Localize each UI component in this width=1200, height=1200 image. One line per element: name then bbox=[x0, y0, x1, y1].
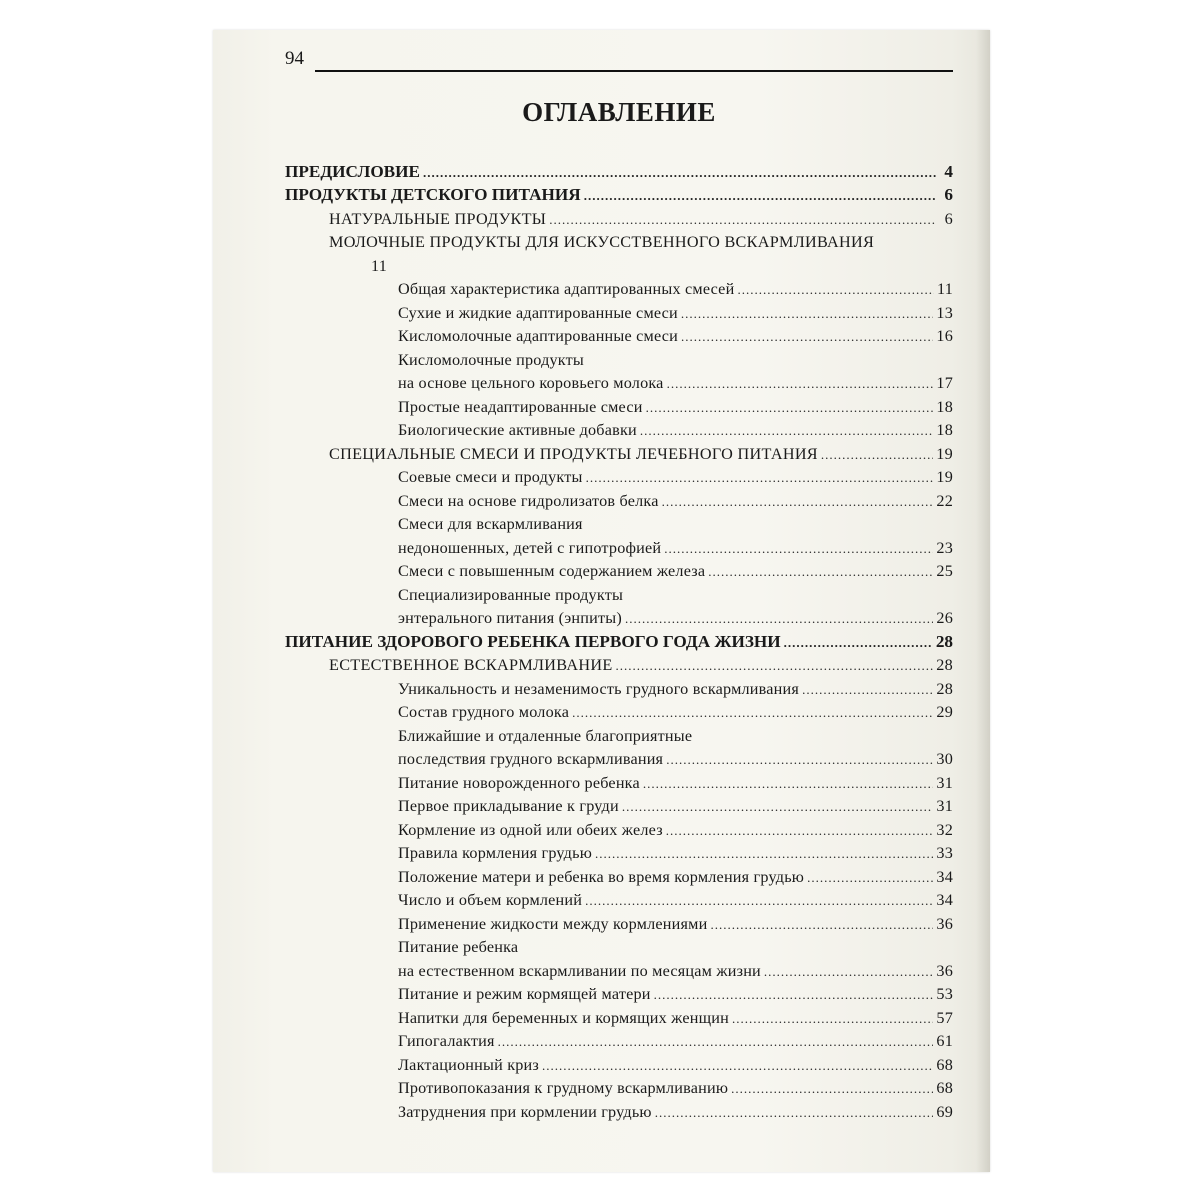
toc-entry-title: Число и объем кормлений bbox=[398, 891, 583, 909]
toc-leader-dots bbox=[681, 328, 933, 346]
page-title: ОГЛАВЛЕНИЕ bbox=[522, 97, 716, 127]
toc-entry bbox=[285, 793, 953, 817]
toc-entry-title: Смеси на основе гидролизатов белка bbox=[398, 491, 659, 510]
toc-entry-title: МОЛОЧНЫЕ ПРОДУКТЫ ДЛЯ ИСКУССТВЕННОГО ВСКАРМЛИВАНИЯ bbox=[329, 233, 875, 251]
toc-entry bbox=[285, 1004, 953, 1028]
toc-entry-page: 28 bbox=[936, 656, 953, 674]
toc-entry-title: Лактационный криз bbox=[398, 1055, 540, 1074]
toc-entry bbox=[285, 182, 953, 206]
toc-entry bbox=[285, 699, 953, 723]
toc-entry bbox=[285, 581, 953, 605]
toc-entry-title: Положение матери и ребенка во время кормления грудью bbox=[398, 867, 805, 886]
toc-entry-title: Питание и режим кормящей матери bbox=[398, 985, 651, 1003]
toc-leader-dots bbox=[807, 869, 933, 887]
toc-entry-title: Кормление из одной или обеих желез bbox=[398, 820, 663, 839]
toc-entry-page: 32 bbox=[936, 820, 953, 839]
toc-entry bbox=[285, 863, 953, 887]
toc-leader-dots bbox=[737, 281, 934, 299]
toc-entry bbox=[285, 1051, 953, 1075]
book-page bbox=[213, 30, 990, 1172]
toc-entry-title: Напитки для беременных и кормящих женщин bbox=[398, 1008, 729, 1027]
toc-entry-title: недоношенных, детей с гипотрофией bbox=[398, 538, 662, 557]
toc-leader-dots bbox=[646, 399, 934, 417]
toc-entry-title: энтерального питания (энпиты) bbox=[398, 609, 622, 627]
toc-entry-page: 36 bbox=[936, 961, 953, 980]
toc-entry-page: 34 bbox=[936, 891, 953, 909]
toc-entry-page: 28 bbox=[935, 631, 953, 651]
toc-entry-title: Правила кормления грудью bbox=[398, 844, 592, 862]
toc-leader-dots bbox=[521, 956, 936, 957]
toc-entry-page: 53 bbox=[936, 985, 953, 1003]
toc-entry-page: 19 bbox=[936, 468, 953, 486]
toc-leader-dots bbox=[549, 211, 936, 229]
toc-leader-dots bbox=[625, 610, 933, 628]
toc-entry-page: 6 bbox=[944, 185, 953, 204]
toc-entry-page: 4 bbox=[944, 161, 953, 181]
toc-entry-page: 30 bbox=[936, 750, 953, 768]
toc-entry bbox=[285, 158, 953, 182]
toc-leader-dots bbox=[654, 986, 934, 1004]
toc-entry bbox=[285, 981, 953, 1005]
toc-entry-title: НАТУРАЛЬНЫЕ ПРОДУКТЫ bbox=[329, 209, 547, 228]
page-header bbox=[285, 48, 953, 78]
toc-entry-page: 17 bbox=[936, 374, 953, 392]
toc-leader-dots bbox=[666, 822, 934, 840]
toc-entry-title: Гипогалактия bbox=[398, 1032, 495, 1050]
toc-entry-title: Кисломолочные адаптированные смеси bbox=[398, 327, 678, 345]
toc-leader-dots bbox=[681, 305, 933, 323]
toc-leader-dots bbox=[664, 540, 933, 558]
toc-leader-dots bbox=[821, 446, 933, 464]
toc-leader-dots bbox=[764, 963, 933, 981]
toc-entry-page: 23 bbox=[936, 538, 953, 557]
toc-entry-page: 6 bbox=[944, 209, 953, 228]
toc-leader-dots bbox=[695, 745, 936, 746]
toc-entry-title: Применение жидкости между кормлениями bbox=[398, 914, 708, 933]
toc-leader-dots bbox=[643, 775, 934, 793]
toc-entry-page: 31 bbox=[936, 797, 953, 815]
toc-entry bbox=[285, 299, 953, 323]
toc-entry-title: ПИТАНИЕ ЗДОРОВОГО РЕБЕНКА ПЕРВОГО ГОДА ЖИЗНИ bbox=[285, 631, 781, 651]
toc-entry bbox=[285, 346, 953, 370]
toc-entry bbox=[285, 840, 953, 864]
toc-entry bbox=[285, 746, 953, 770]
toc-entry-title: Общая характеристика адаптированных смесей bbox=[398, 280, 735, 298]
toc-entry-title: последствия грудного вскармливания bbox=[398, 750, 664, 768]
toc-entry bbox=[285, 628, 953, 652]
toc-entry-page: 68 bbox=[936, 1079, 953, 1097]
toc-leader-dots bbox=[708, 563, 933, 581]
toc-entry-title: Первое прикладывание к груди bbox=[398, 797, 619, 815]
toc-entry-page: 57 bbox=[936, 1008, 953, 1027]
toc-entry-title: Ближайшие и отдаленные благоприятные bbox=[398, 726, 693, 745]
toc-leader-dots bbox=[666, 751, 933, 769]
toc-leader-dots bbox=[802, 681, 933, 699]
toc-leader-dots bbox=[731, 1080, 933, 1098]
toc-leader-dots bbox=[498, 1033, 934, 1051]
toc-entry-page: 68 bbox=[936, 1055, 953, 1074]
toc-entry-page: 26 bbox=[936, 609, 953, 627]
toc-entry-page: 69 bbox=[936, 1102, 953, 1121]
toc-leader-dots bbox=[622, 798, 934, 816]
toc-entry bbox=[285, 276, 953, 300]
toc-entry-page: 18 bbox=[936, 421, 953, 439]
toc-entry-title: Простые неадаптированные смеси bbox=[398, 397, 643, 416]
header-rule bbox=[315, 70, 953, 72]
toc-entry-title: Уникальность и незаменимость грудного вскармливания bbox=[398, 679, 800, 698]
toc-leader-dots bbox=[667, 375, 934, 393]
toc-entry-page: 33 bbox=[936, 844, 953, 862]
toc-entry-title: СПЕЦИАЛЬНЫЕ СМЕСИ И ПРОДУКТЫ ЛЕЧЕБНОГО ПИТАНИЯ bbox=[329, 444, 818, 463]
toc-entry bbox=[285, 910, 953, 934]
toc-entry-page: 31 bbox=[936, 773, 953, 792]
toc-entry-title: Соевые смеси и продукты bbox=[398, 468, 583, 486]
toc-entry bbox=[285, 370, 953, 394]
toc-entry bbox=[285, 1028, 953, 1052]
toc-entry-title: Специализированные продукты bbox=[398, 585, 624, 604]
toc-entry-title: на естественном вскармливании по месяцам жизни bbox=[398, 961, 761, 980]
toc-entry-page: 13 bbox=[936, 303, 953, 322]
toc-entry bbox=[285, 887, 953, 911]
toc-leader-dots bbox=[626, 604, 936, 605]
toc-entry-page: 28 bbox=[936, 679, 953, 698]
toc-leader-dots bbox=[586, 533, 936, 534]
toc-leader-dots bbox=[542, 1057, 933, 1075]
toc-entry bbox=[285, 934, 953, 958]
toc-entry bbox=[285, 1075, 953, 1099]
toc-entry bbox=[285, 534, 953, 558]
toc-leader-dots bbox=[585, 892, 933, 910]
toc-leader-dots bbox=[732, 1010, 933, 1028]
toc-leader-dots bbox=[640, 422, 934, 440]
toc-entry bbox=[285, 558, 953, 582]
toc-leader-dots bbox=[572, 704, 933, 722]
toc-entry bbox=[285, 323, 953, 347]
toc-leader-dots bbox=[584, 187, 936, 205]
toc-leader-dots bbox=[655, 1104, 934, 1122]
toc-leader-dots bbox=[423, 164, 936, 182]
toc-entry bbox=[285, 957, 953, 981]
toc-entry-title: на основе цельного коровьего молока bbox=[398, 374, 664, 392]
toc-leader-dots bbox=[877, 251, 936, 252]
toc-entry bbox=[285, 417, 953, 441]
toc-entry bbox=[285, 511, 953, 535]
toc-entry-title: Питание новорожденного ребенка bbox=[398, 773, 640, 792]
toc-entry bbox=[285, 205, 953, 229]
toc-entry bbox=[285, 229, 953, 253]
toc-leader-dots bbox=[662, 493, 934, 511]
toc-entry-page: 16 bbox=[936, 327, 953, 345]
toc-leader-dots bbox=[586, 469, 934, 487]
toc-entry-title: Смеси для вскармливания bbox=[398, 515, 583, 533]
page-shadow-edge bbox=[976, 30, 990, 1172]
toc-leader-dots bbox=[587, 369, 936, 370]
toc-entry-title: Кисломолочные продукты bbox=[398, 350, 585, 369]
toc-entry-title: Затруднения при кормлении грудью bbox=[398, 1102, 652, 1121]
toc-entry-page: 22 bbox=[936, 491, 953, 510]
toc-entry bbox=[285, 487, 953, 511]
toc-leader-dots bbox=[710, 916, 933, 934]
toc-entry-title: ПРОДУКТЫ ДЕТСКОГО ПИТАНИЯ bbox=[285, 185, 581, 204]
toc-entry bbox=[285, 675, 953, 699]
toc-entry bbox=[285, 605, 953, 629]
toc-leader-dots bbox=[784, 634, 933, 652]
toc-entry-page: 29 bbox=[936, 703, 953, 721]
toc-entry bbox=[285, 722, 953, 746]
toc-entry-title: ЕСТЕСТВЕННОЕ ВСКАРМЛИВАНИЕ bbox=[329, 656, 613, 674]
table-of-contents bbox=[285, 158, 953, 1122]
toc-entry bbox=[285, 816, 953, 840]
toc-entry-title: Противопоказания к грудному вскармливанию bbox=[398, 1079, 729, 1097]
toc-entry-page: 18 bbox=[936, 397, 953, 416]
toc-entry-page: 36 bbox=[936, 914, 953, 933]
toc-entry-page: 61 bbox=[936, 1032, 953, 1050]
toc-entry-page: 19 bbox=[936, 444, 953, 463]
toc-entry-title: Сухие и жидкие адаптированные смеси bbox=[398, 303, 678, 322]
toc-entry-page: 34 bbox=[936, 867, 953, 886]
page-number: 94 bbox=[285, 48, 304, 69]
toc-entry-title: Состав грудного молока bbox=[398, 703, 570, 721]
toc-entry-title: Биологические активные добавки bbox=[398, 421, 637, 439]
toc-entry bbox=[285, 393, 953, 417]
toc-entry-page: 11 bbox=[371, 256, 388, 275]
toc-leader-dots bbox=[595, 845, 933, 863]
toc-entry-page: 25 bbox=[936, 562, 953, 580]
toc-entry bbox=[285, 464, 953, 488]
toc-leader-dots bbox=[616, 657, 934, 675]
toc-entry bbox=[285, 440, 953, 464]
toc-entry-title: Питание ребенка bbox=[398, 938, 519, 956]
toc-entry-page: 11 bbox=[937, 280, 953, 298]
toc-entry bbox=[285, 652, 953, 676]
toc-entry bbox=[285, 252, 953, 276]
toc-entry-title: ПРЕДИСЛОВИЕ bbox=[285, 161, 420, 181]
toc-entry bbox=[285, 1098, 953, 1122]
toc-entry-title: Смеси с повышенным содержанием железа bbox=[398, 562, 706, 580]
toc-entry bbox=[285, 769, 953, 793]
